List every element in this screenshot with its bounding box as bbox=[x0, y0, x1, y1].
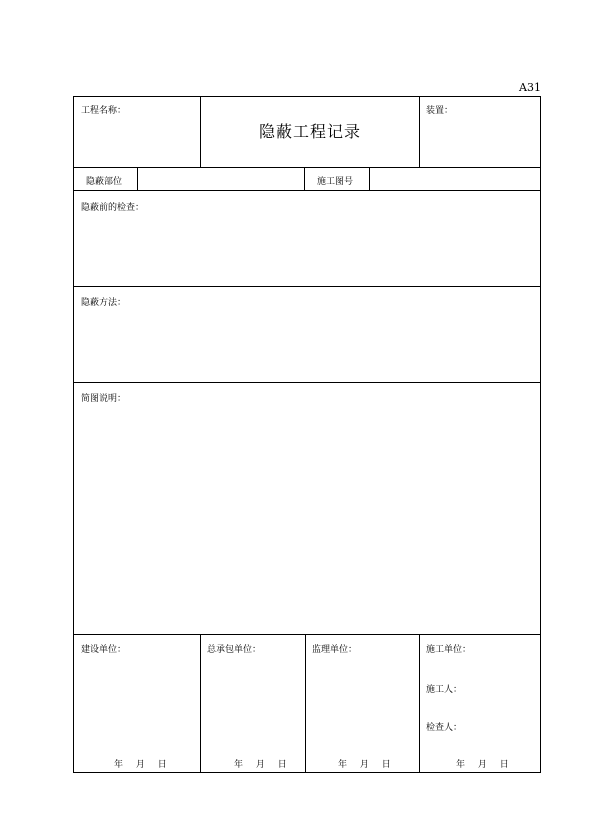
header-bottom-rule bbox=[74, 167, 540, 168]
method-label: 隐蔽方法： bbox=[81, 298, 127, 308]
owner-date: 年 月 日 bbox=[114, 760, 167, 770]
device-label: 装置： bbox=[426, 106, 454, 116]
row2-divider-3 bbox=[369, 167, 370, 190]
construction-date: 年 月 日 bbox=[456, 760, 509, 770]
general-contractor-date: 年 月 日 bbox=[234, 760, 287, 770]
construction-unit-label: 施工单位： bbox=[426, 645, 472, 655]
form-code: A31 bbox=[519, 81, 541, 94]
sketch-bottom-rule bbox=[74, 634, 540, 635]
form-title: 隐蔽工程记录 bbox=[258, 122, 361, 141]
row2-bottom-rule bbox=[74, 190, 540, 191]
owner-unit-label: 建设单位： bbox=[81, 645, 127, 655]
supervisor-unit-label: 监理单位： bbox=[312, 645, 358, 655]
pre-check-bottom-rule bbox=[74, 286, 540, 287]
row2-divider-1 bbox=[137, 167, 138, 190]
hidden-part-label: 隐蔽部位 bbox=[86, 177, 123, 187]
pre-check-label: 隐蔽前的检查： bbox=[81, 203, 145, 213]
project-name-label: 工程名称： bbox=[81, 106, 127, 116]
row2-divider-2 bbox=[304, 167, 305, 190]
supervisor-date: 年 月 日 bbox=[338, 760, 391, 770]
sign-divider-3 bbox=[419, 634, 420, 772]
sketch-label: 简图说明： bbox=[81, 394, 127, 404]
builder-label: 施工人： bbox=[426, 685, 463, 695]
sign-divider-2 bbox=[305, 634, 306, 772]
inspector-label: 检查人： bbox=[426, 723, 463, 733]
general-contractor-label: 总承包单位： bbox=[207, 645, 262, 655]
sign-divider-1 bbox=[200, 634, 201, 772]
method-bottom-rule bbox=[74, 382, 540, 383]
drawing-number-label: 施工图号 bbox=[317, 177, 354, 187]
hidden-works-record-form bbox=[73, 96, 541, 773]
